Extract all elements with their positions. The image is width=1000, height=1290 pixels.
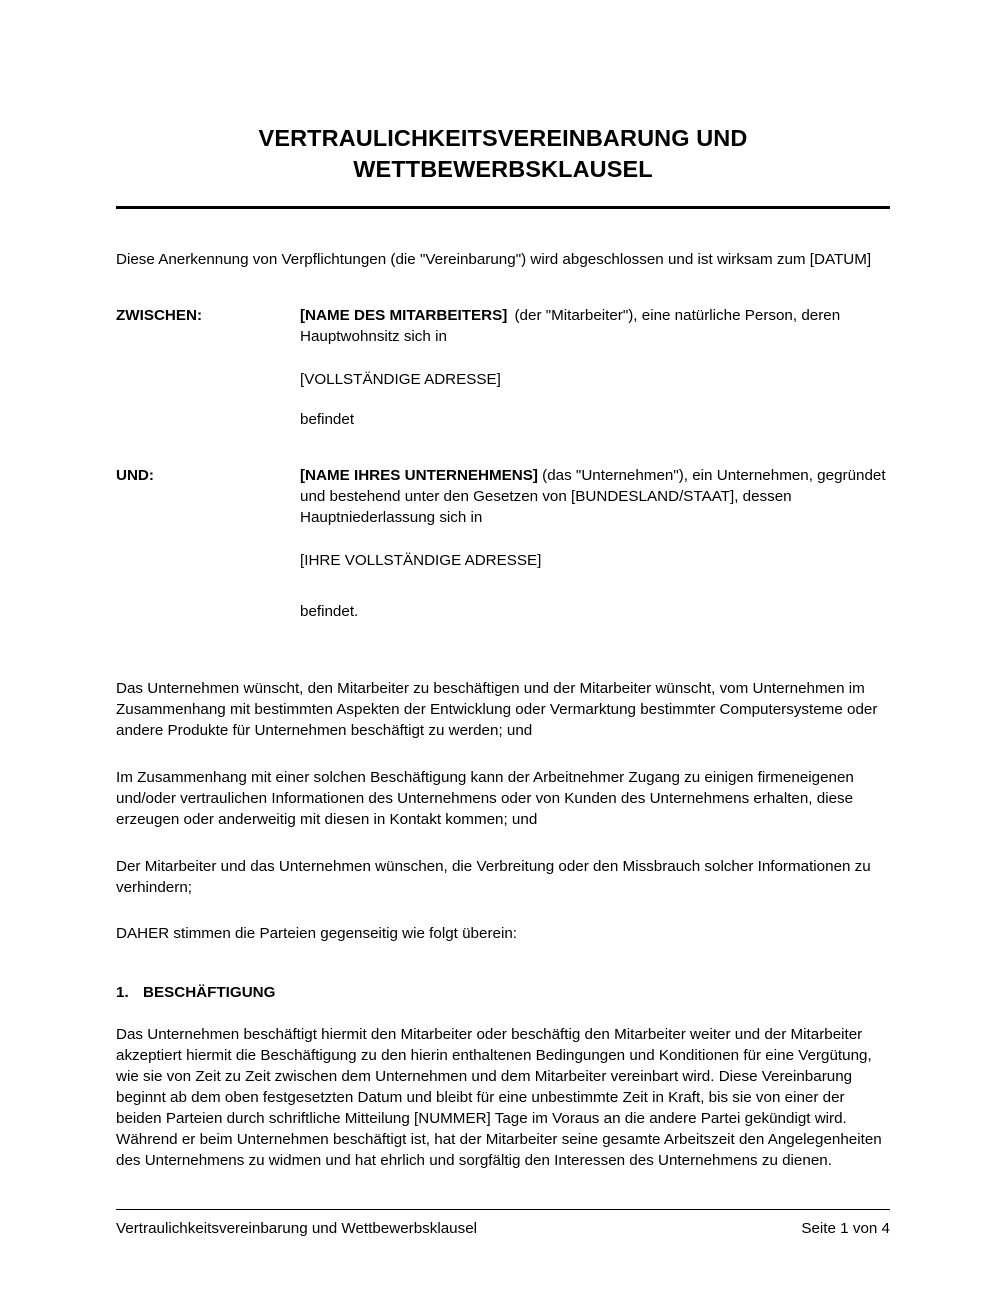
footer-document-name: Vertraulichkeitsvereinbarung und Wettbewerbsklausel xyxy=(116,1220,478,1238)
footer-page-number: Seite 1 von 4 xyxy=(801,1220,890,1238)
company-lead-line xyxy=(300,466,890,529)
title-divider xyxy=(116,206,890,209)
section-body-employment: Das Unternehmen beschäftigt hiermit den Mitarbeiter oder beschäftig den Mitarbeiter weiter und der Mitarbeiter akzeptiert hiermit die Beschäftigung zu den hierin enthaltenen Bedingungen und Konditionen für eine Vergütung, wie sie von Zeit zu Zeit zwischen dem Unternehmen und dem Mitarbeiter vereinbart wird. Diese Vereinbarung beginnt ab dem oben festgesetzten Datum und bleibt für eine unbestimmte Zeit in Kraft, bis sie von einer der beiden Parteien durch schriftliche Mitteilung [NUMMER] Tage im Voraus an die andere Partei gekündigt wird. Während er beim Unternehmen beschäftigt ist, hat der Mitarbeiter seine gesamte Arbeitszeit den Angelegenheiten des Unternehmens zu widmen und hat ehrlich und sorgfältig den Interessen des Unternehmens zu dienen. xyxy=(116,1026,882,1170)
company-address-tail: befindet. xyxy=(300,602,359,620)
employee-address-tail: befindet xyxy=(300,410,355,428)
page-footer xyxy=(116,1209,890,1240)
intro-paragraph: Diese Anerkennung von Verpflichtungen (die "Vereinbarung") wird abgeschlossen und ist wirksam zum [DATUM] xyxy=(116,251,872,269)
employee-name-placeholder: [NAME DES MITARBEITERS] xyxy=(300,307,508,324)
recital-paragraph: Im Zusammenhang mit einer solchen Beschäftigung kann der Arbeitnehmer Zugang zu einigen firmeneigenen und/oder vertraulichen Informationen des Unternehmens oder von Kunden des Unternehmens erhalten, diese erzeugen oder anderweitig mit diesen in Kontakt kommen; und xyxy=(116,768,854,828)
section-heading-employment xyxy=(116,945,890,1004)
section-number: 1. xyxy=(116,984,129,1002)
employee-lead-rest: (der "Mitarbeiter"), eine natürliche Person, deren Hauptwohnsitz sich in xyxy=(300,307,841,345)
party-block-employee xyxy=(116,306,890,431)
recital-paragraph: Der Mitarbeiter und das Unternehmen wünschen, die Verbreitung oder den Missbrauch solcher Informationen zu verhindern; xyxy=(116,857,871,896)
party-details-company xyxy=(300,466,890,623)
section-title: BESCHÄFTIGUNG xyxy=(143,984,276,1002)
page-title: VERTRAULICHKEITSVEREINBARUNG UND WETTBEWERBSKLAUSEL xyxy=(258,125,748,183)
party-label-between: ZWISCHEN: xyxy=(116,307,203,324)
footer-divider xyxy=(116,1209,890,1210)
recital-paragraph: DAHER stimmen die Parteien gegenseitig wie folgt überein: xyxy=(116,925,517,943)
party-label-and: UND: xyxy=(116,466,154,484)
recital-paragraph: Das Unternehmen wünscht, den Mitarbeiter zu beschäftigen und der Mitarbeiter wünscht, vom Unternehmen im Zusammenhang mit bestimmten Aspekten der Entwicklung oder Vermarktung bestimmter Computersysteme oder andere Produkte für Unternehmen beschäftigt zu werden; und xyxy=(116,679,878,739)
document-body xyxy=(116,0,890,1172)
company-address-placeholder: [IHRE VOLLSTÄNDIGE ADRESSE] xyxy=(300,551,542,569)
employee-address-placeholder: [VOLLSTÄNDIGE ADRESSE] xyxy=(300,370,501,388)
footer-row xyxy=(116,1219,890,1240)
employee-lead-line xyxy=(300,306,890,348)
company-lead-rest: (das "Unternehmen"), ein Unternehmen, gegründet und bestehend unter den Gesetzen von [BUNDESLAND/STAAT], dessen Hauptniederlassung sich in xyxy=(300,466,886,526)
company-name-placeholder: [NAME IHRES UNTERNEHMENS] xyxy=(300,466,538,484)
party-details-employee xyxy=(300,306,890,431)
party-block-company xyxy=(116,466,890,623)
